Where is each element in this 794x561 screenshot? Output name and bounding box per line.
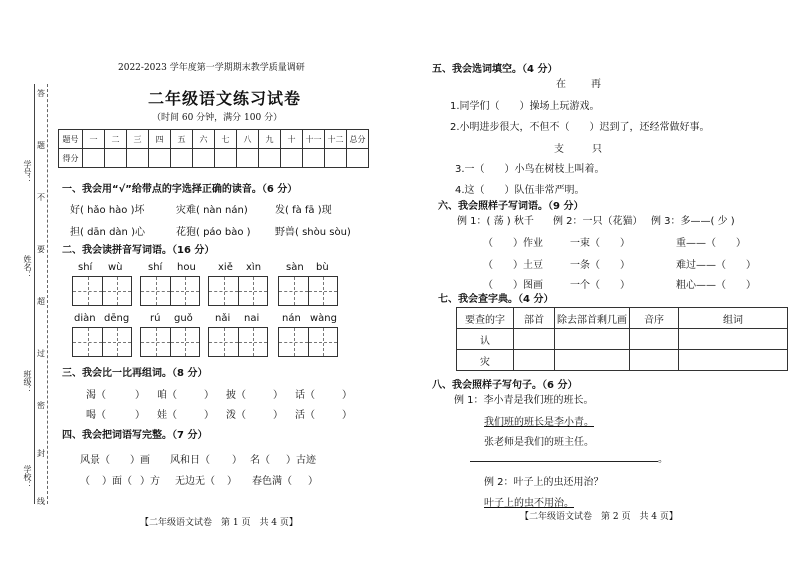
score-header-cell: 三 [127, 130, 149, 149]
score-cell[interactable] [347, 149, 369, 168]
s4-item: ）画 [130, 455, 150, 466]
choice-word: 只 [592, 144, 602, 155]
seal-char: 答 [37, 89, 45, 98]
score-header-cell: 总分 [347, 130, 369, 149]
s1-item: 发( fà fā )现 [275, 205, 332, 216]
score-cell[interactable] [105, 149, 127, 168]
dict-cell[interactable] [514, 329, 555, 350]
dict-cell[interactable] [679, 329, 788, 350]
score-header-cell: 一 [83, 130, 105, 149]
s6-item: 一个（ ） [570, 280, 630, 291]
binding-line [34, 84, 35, 504]
seal-char: 过 [37, 349, 45, 358]
name-label: 姓名： [23, 255, 32, 279]
pinyin: wù [108, 262, 123, 273]
dict-cell[interactable] [679, 350, 788, 371]
s3-item: 披（ [226, 390, 246, 401]
pinyin: xiě [218, 262, 233, 273]
seal-char: 要 [37, 245, 45, 254]
s3-item: ） [342, 390, 352, 401]
s4-item: 风景（ [80, 455, 110, 466]
dict-header: 除去部首剩几画 [555, 308, 630, 329]
dict-cell[interactable] [630, 350, 679, 371]
pinyin: sàn [286, 262, 304, 273]
s6-example: 例 1：( 荡 ) 秋千 [457, 216, 534, 227]
s8-example-2: 例 2：叶子上的虫还用治？ [484, 477, 604, 488]
score-cell[interactable] [215, 149, 237, 168]
dict-header: 音序 [630, 308, 679, 329]
s8-question-1: 张老师是我们的班主任。 [484, 437, 594, 448]
s4-item: 无边无（ [175, 476, 215, 487]
dict-char: 灾 [457, 350, 514, 371]
s4-item: ）方 [140, 476, 160, 487]
s1-item: 好( hǎo hào )坏 [70, 205, 145, 216]
s3-item: 话（ [295, 390, 315, 401]
s4-item: ） [232, 455, 242, 466]
score-header-cell: 题号 [59, 130, 83, 149]
s6-item: 重——（ ） [676, 238, 746, 249]
pinyin: diàn [74, 313, 96, 324]
section-7-title: 七、我会查字典。（4 分） [438, 294, 554, 305]
score-cell[interactable] [171, 149, 193, 168]
writing-grid[interactable] [72, 276, 132, 306]
s4-item: ）古迹 [286, 455, 316, 466]
score-cell[interactable] [83, 149, 105, 168]
score-header-cell: 四 [149, 130, 171, 149]
s6-item: 难过——（ ） [676, 260, 756, 271]
pinyin: dēng [104, 313, 130, 324]
choice-word: 支 [554, 144, 564, 155]
survey-title: 2022-2023 学年度第一学期期末教学质量调研 [118, 63, 305, 73]
score-header-cell: 八 [237, 130, 259, 149]
seal-char: 密 [37, 401, 45, 410]
seal-char: 不 [37, 193, 45, 202]
s6-item: （ ）土豆 [483, 260, 543, 271]
footer-left: 【二年级语文试卷 第 1 页 共 4 页】 [140, 518, 298, 528]
s8-example-1-answer: 我们班的班长是李小青。 [484, 417, 594, 428]
s3-item: 娃（ [157, 410, 177, 421]
dict-cell[interactable] [555, 329, 630, 350]
s1-item: 灾难( nàn nán) [176, 205, 248, 216]
student-number-label: 学号： [23, 160, 32, 184]
class-label: 班级： [23, 370, 32, 394]
score-cell[interactable] [149, 149, 171, 168]
exam-title: 二年级语文练习试卷 [148, 89, 302, 108]
score-header-cell: 五 [171, 130, 193, 149]
score-table [58, 129, 369, 168]
s4-item: ） [227, 476, 237, 487]
s1-item: 担( dān dàn )心 [70, 227, 145, 238]
writing-grid[interactable] [140, 327, 200, 357]
footer-right: 【二年级语文试卷 第 2 页 共 4 页】 [520, 512, 678, 522]
dict-cell[interactable] [514, 350, 555, 371]
s6-item: 一条（ ） [570, 260, 630, 271]
s3-item: ） [135, 410, 145, 421]
s4-item: （ [80, 476, 90, 487]
score-cell[interactable] [237, 149, 259, 168]
score-header-cell: 六 [193, 130, 215, 149]
score-cell[interactable] [259, 149, 281, 168]
s4-item: 名（ [250, 455, 270, 466]
exam-note: （时间 60 分钟，满分 100 分） [152, 113, 283, 123]
s6-example: 例 3：多——( 少 ) [651, 216, 735, 227]
pinyin: rú [150, 313, 161, 324]
score-header-cell: 十一 [303, 130, 325, 149]
writing-grid[interactable] [278, 276, 338, 306]
seal-char: 线 [37, 497, 45, 506]
pinyin: nai [244, 313, 260, 324]
writing-grid[interactable] [140, 276, 200, 306]
s4-item: 风和日（ [170, 455, 210, 466]
pinyin: xìn [246, 262, 262, 273]
section-2-title: 二、我会读拼音写词语。（16 分） [62, 245, 215, 256]
s3-item: ） [273, 390, 283, 401]
score-row-label: 得分 [59, 149, 83, 168]
s3-item: ） [204, 410, 214, 421]
score-cell[interactable] [325, 149, 347, 168]
score-header-cell: 九 [259, 130, 281, 149]
s3-item: ） [135, 390, 145, 401]
pinyin: wàng [310, 313, 337, 324]
section-4-title: 四、我会把词语写完整。（7 分） [62, 430, 208, 441]
writing-grid[interactable] [208, 276, 268, 306]
s3-item: ） [342, 410, 352, 421]
writing-grid[interactable] [208, 327, 268, 357]
s4-item: ） [308, 476, 318, 487]
score-cell[interactable] [193, 149, 215, 168]
section-6-title: 六、我会照样子写词语。（9 分） [438, 201, 584, 212]
s3-item: ） [273, 410, 283, 421]
pinyin: guǒ [174, 313, 193, 324]
school-label: 学校： [23, 465, 32, 489]
section-8-title: 八、我会照样子写句子。（6 分） [432, 380, 578, 391]
s3-item: 渴（ [86, 390, 106, 401]
pinyin: nán [282, 313, 301, 324]
writing-grid[interactable] [72, 327, 132, 357]
section-3-title: 三、我会比一比再组词。（8 分） [62, 368, 208, 379]
s5-question-4: 4.这（ ）队伍非常严明。 [455, 185, 585, 196]
score-cell[interactable] [303, 149, 325, 168]
s6-item: （ ）作业 [483, 238, 543, 249]
s8-example-2-answer: 叶子上的虫不用治。 [484, 498, 574, 509]
seal-line [47, 84, 48, 504]
section-1-title: 一、我会用“√”给带点的字选择正确的读音。（6 分） [62, 184, 298, 195]
s5-question-2: 2.小明进步很大，不但不（ ）迟到了，还经常做好事。 [450, 122, 710, 133]
choice-word: 再 [591, 79, 601, 90]
s3-item: 泼（ [226, 410, 246, 421]
s8-example-1: 例 1：李小青是我们班的班长。 [454, 395, 594, 406]
s5-question-3: 3.一（ ）小鸟在树枝上叫着。 [455, 164, 605, 175]
score-cell[interactable] [281, 149, 303, 168]
s6-example: 例 2：一只（花猫） [553, 216, 643, 227]
s4-item: 春色满（ [252, 476, 292, 487]
dict-header: 组词 [679, 308, 788, 329]
score-header-cell: 七 [215, 130, 237, 149]
score-header-cell: 二 [105, 130, 127, 149]
answer-line[interactable] [470, 461, 658, 462]
pinyin: bù [316, 262, 329, 273]
s1-item: 花狍( páo bào ) [176, 227, 251, 238]
s8-question-1-end: 。 [658, 454, 668, 465]
s3-item: 喝（ [86, 410, 106, 421]
pinyin: hou [177, 262, 196, 273]
s6-item: （ ）图画 [483, 280, 543, 291]
pinyin: shí [148, 262, 163, 273]
dict-header: 要查的字 [457, 308, 514, 329]
s3-item: 活（ [295, 410, 315, 421]
s3-item: ） [204, 390, 214, 401]
s6-item: 粗心——（ ） [676, 280, 756, 291]
s5-question-1: 1.同学们（ ）操场上玩游戏。 [450, 101, 600, 112]
choice-word: 在 [556, 79, 566, 90]
dict-cell[interactable] [630, 329, 679, 350]
seal-char: 超 [37, 297, 45, 306]
s1-item: 野兽( shòu sòu) [275, 227, 351, 238]
pinyin: nǎi [215, 313, 231, 324]
dict-cell[interactable] [555, 350, 630, 371]
s3-item: 咱（ [157, 390, 177, 401]
s6-item: 一束（ ） [570, 238, 630, 249]
seal-char: 题 [37, 141, 45, 150]
writing-grid[interactable] [278, 327, 338, 357]
score-cell[interactable] [127, 149, 149, 168]
dict-char: 认 [457, 329, 514, 350]
section-5-title: 五、我会选词填空。（4 分） [432, 64, 558, 75]
seal-char: 封 [37, 449, 45, 458]
score-header-cell: 十二 [325, 130, 347, 149]
pinyin: shí [78, 262, 93, 273]
dictionary-table [456, 307, 788, 371]
dict-header: 部首 [514, 308, 555, 329]
score-header-cell: 十 [281, 130, 303, 149]
s4-item: ）面（ [102, 476, 132, 487]
